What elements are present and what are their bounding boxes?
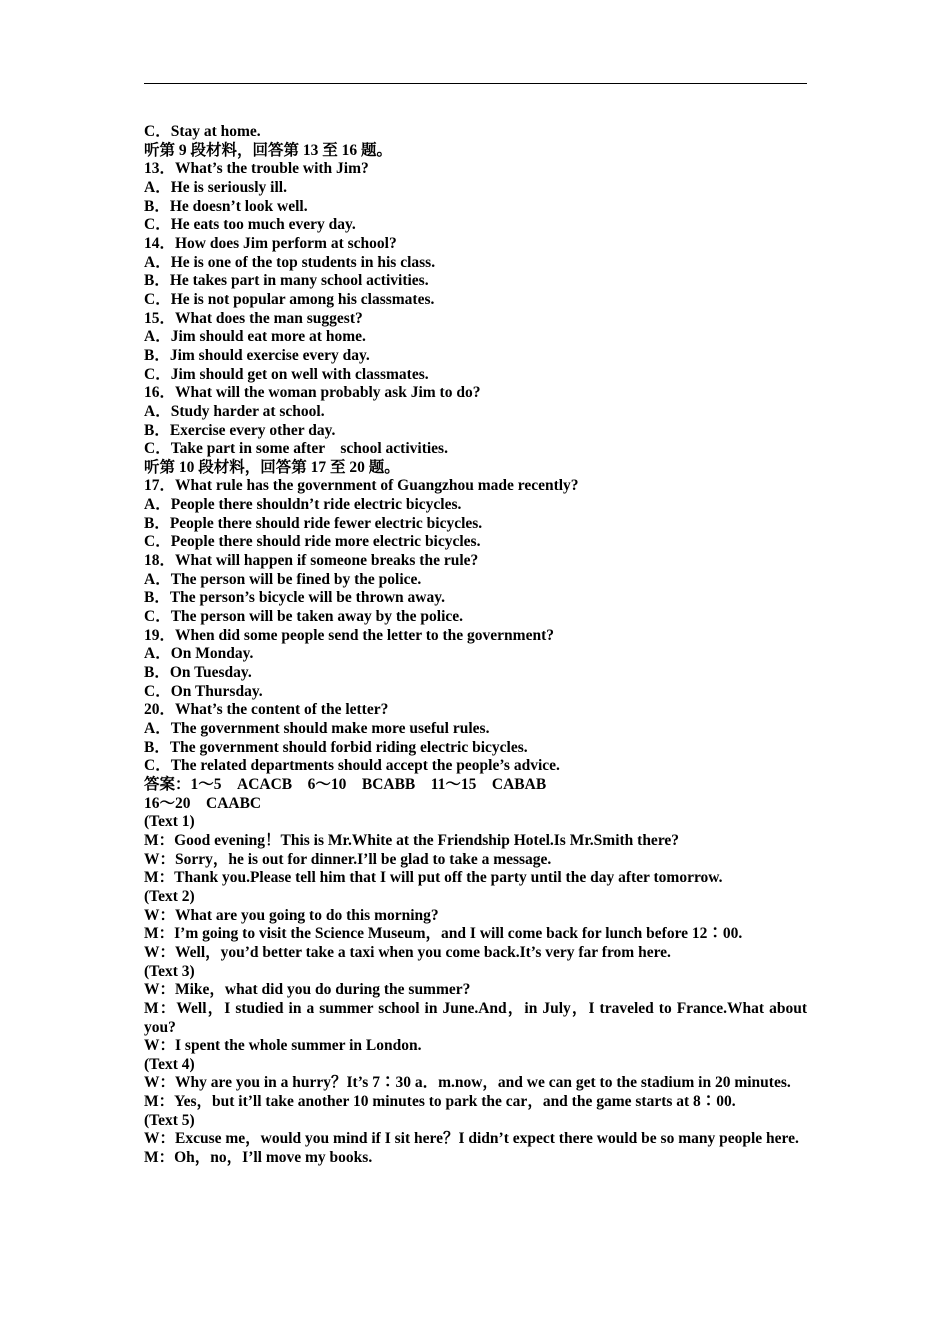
option-a-q15: A．Jim should eat more at home. [144,328,366,346]
answer-key-line-2: 16～20 CAABC [144,794,262,812]
option-c-q12: C．Stay at home. [144,123,261,140]
option-b-q17: B．People there should ride fewer electric bicycles. [144,514,483,532]
option-a-q14: A．He is one of the top students in his class. [144,253,436,271]
option-c-q20: C．The related departments should accept the people’s advice. [144,757,560,775]
option-a-q17: A．People there shouldn’t ride electric bicycles. [144,496,462,514]
question-14: 14．How does Jim perform at school? [144,234,397,252]
text-5-line-1: W：Excuse me，would you mind if I sit here？I didn’t expect there would be so many people here. [144,1130,799,1148]
text-4-line-2: M：Yes，but it’ll take another 10 minutes to park the car，and the game starts at 8∶00. [144,1093,736,1111]
option-c-q17: C．People there should ride more electric bicycles. [144,533,481,551]
option-a-q16: A．Study harder at school. [144,402,325,420]
text-1-line-1: M：Good evening！This is Mr.White at the Friendship Hotel.Is Mr.Smith there? [144,831,680,849]
option-b-q18: B．The person’s bicycle will be thrown away. [144,589,445,607]
option-b-q15: B．Jim should exercise every day. [144,346,370,364]
option-b-q20: B．The government should forbid riding electric bicycles. [144,738,528,756]
answer-key-line-1: 答案：1～5 ACACB 6～10 BCABB 11～15 CABAB [144,775,547,793]
text-1-line-3: M：Thank you.Please tell him that I will put off the party until the day after tomorrow. [144,869,723,887]
section-heading-10: 听第 10 段材料，回答第 17 至 20 题。 [144,458,400,476]
text-5-line-2: M：Oh，no，I’ll move my books. [144,1149,373,1167]
text-2-line-2: M：I’m going to visit the Science Museum，and I will come back for lunch before 12∶00. [144,925,743,943]
option-c-q19: C．On Thursday. [144,682,263,700]
text-3-line-2: M：Well，I studied in a summer school in June.And，in July，I traveled to France.What about you? [144,999,811,1036]
option-c-q15: C．Jim should get on well with classmates. [144,365,429,383]
option-b-q19: B．On Tuesday. [144,664,252,682]
text-3-line-1: W：Mike，what did you do during the summer? [144,981,471,999]
option-c-q13: C．He eats too much every day. [144,216,356,234]
option-a-q19: A．On Monday. [144,645,254,663]
question-16: 16．What will the woman probably ask Jim to do? [144,384,481,402]
text-4-line-1: W：Why are you in a hurry？It’s 7∶30 a．m.now，and we can get to the stadium in 20 minutes. [144,1074,791,1092]
section-heading-9: 听第 9 段材料，回答第 13 至 16 题。 [144,141,393,159]
option-c-q16: C．Take part in some after school activities. [144,440,448,458]
question-17: 17．What rule has the government of Guangzhou made recently? [144,477,579,495]
document-body [144,123,811,1168]
text-1-heading: (Text 1) [144,813,195,831]
text-3-heading: (Text 3) [144,962,195,980]
text-5-heading: (Text 5) [144,1111,195,1129]
text-2-heading: (Text 2) [144,887,195,905]
option-b-q16: B．Exercise every other day. [144,421,336,439]
option-b-q13: B．He doesn’t look well. [144,197,308,215]
option-c-q18: C．The person will be taken away by the police. [144,608,464,626]
option-b-q14: B．He takes part in many school activities. [144,272,429,290]
text-2-line-3: W：Well，you’d better take a taxi when you come back.It’s very far from here. [144,943,671,961]
header-rule [144,83,807,84]
option-c-q14: C．He is not popular among his classmates. [144,290,435,308]
question-15: 15．What does the man suggest? [144,309,363,327]
question-19: 19．When did some people send the letter to the government? [144,626,555,644]
option-a-q18: A．The person will be fined by the police. [144,570,422,588]
question-18: 18．What will happen if someone breaks the rule? [144,552,479,570]
text-3-line-3: W：I spent the whole summer in London. [144,1037,422,1055]
option-a-q13: A．He is seriously ill. [144,178,287,196]
text-4-heading: (Text 4) [144,1055,195,1073]
question-20: 20．What’s the content of the letter? [144,701,389,719]
text-2-line-1: W：What are you going to do this morning? [144,906,439,924]
option-a-q20: A．The government should make more useful rules. [144,720,490,737]
text-1-line-2: W：Sorry，he is out for dinner.I’ll be glad to take a message. [144,850,552,868]
question-13: 13．What’s the trouble with Jim? [144,160,369,178]
